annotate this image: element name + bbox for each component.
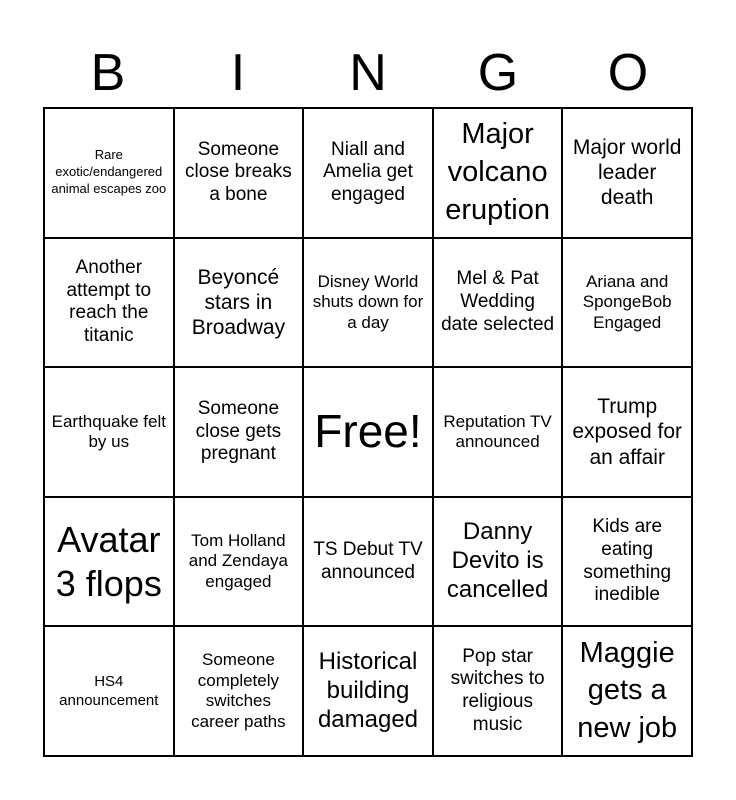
- bingo-cell-r4-c5[interactable]: Kids are eating something inedible: [563, 498, 693, 628]
- bingo-cell-r4-c4[interactable]: Danny Devito is cancelled: [434, 498, 564, 628]
- bingo-cell-r4-c2[interactable]: Tom Holland and Zendaya engaged: [175, 498, 305, 628]
- bingo-cell-r4-c3[interactable]: TS Debut TV announced: [304, 498, 434, 628]
- bingo-cell-r2-c3[interactable]: Disney World shuts down for a day: [304, 239, 434, 369]
- bingo-cell-r1-c3[interactable]: Niall and Amelia get engaged: [304, 109, 434, 239]
- bingo-cell-r1-c2[interactable]: Someone close breaks a bone: [175, 109, 305, 239]
- header-letter-b: B: [90, 44, 126, 102]
- bingo-cell-r4-c1[interactable]: Avatar 3 flops: [45, 498, 175, 628]
- bingo-cell-r5-c1[interactable]: HS4 announcement: [45, 627, 175, 757]
- bingo-cell-r5-c2[interactable]: Someone completely switches career paths: [175, 627, 305, 757]
- bingo-cell-r2-c2[interactable]: Beyoncé stars in Broadway: [175, 239, 305, 369]
- bingo-cell-r2-c1[interactable]: Another attempt to reach the titanic: [45, 239, 175, 369]
- bingo-cell-r5-c4[interactable]: Pop star switches to religious music: [434, 627, 564, 757]
- bingo-cell-r1-c1[interactable]: Rare exotic/endangered animal escapes zoo: [45, 109, 175, 239]
- bingo-cell-r5-c3[interactable]: Historical building damaged: [304, 627, 434, 757]
- bingo-cell-r3-c4[interactable]: Reputation TV announced: [434, 368, 564, 498]
- bingo-cell-r1-c4[interactable]: Major volcano eruption: [434, 109, 564, 239]
- header-letter-i: I: [230, 44, 246, 102]
- bingo-cell-r3-c5[interactable]: Trump exposed for an affair: [563, 368, 693, 498]
- header-letter-o: O: [607, 44, 649, 102]
- bingo-cell-r2-c5[interactable]: Ariana and SpongeBob Engaged: [563, 239, 693, 369]
- bingo-cell-r3-c2[interactable]: Someone close gets pregnant: [175, 368, 305, 498]
- bingo-header: [43, 38, 693, 108]
- bingo-cell-r1-c5[interactable]: Major world leader death: [563, 109, 693, 239]
- bingo-card-grid: [43, 107, 693, 757]
- header-letter-n: N: [349, 44, 387, 102]
- bingo-cell-free[interactable]: Free!: [304, 368, 434, 498]
- bingo-cell-r3-c1[interactable]: Earthquake felt by us: [45, 368, 175, 498]
- bingo-cell-r2-c4[interactable]: Mel & Pat Wedding date selected: [434, 239, 564, 369]
- bingo-cell-r5-c5[interactable]: Maggie gets a new job: [563, 627, 693, 757]
- header-letter-g: G: [477, 44, 519, 102]
